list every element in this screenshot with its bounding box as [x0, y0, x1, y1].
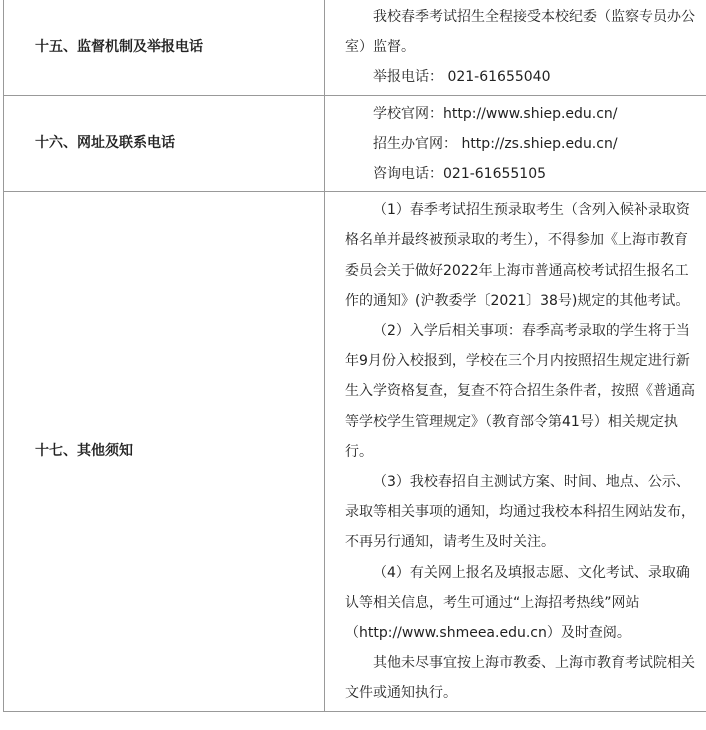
notice-item-4: （4）有关网上报名及填报志愿、文化考试、录取确认等相关信息，考生可通过“上海招考热线”网站（http://www.shmeea.edu.cn）及时查阅。: [345, 564, 690, 642]
notice-item-1: （1）春季考试招生预录取考生（含列入候补录取资格名单并最终被预录取的考生），不得参加《上海市教育委员会关于做好2022年上海市普通高校考试招生报名工作的通知》(沪教委学〔2021〕38号)规定的其他考试。: [345, 202, 690, 309]
notice-item-2: （2）入学后相关事项：春季高考录取的学生将于当年9月份入校报到，学校在三个月内按照招生规定进行新生入学资格复查，复查不符合招生条件者，按照《普通高等学校学生管理规定》（教育部令第41号）相关规定执行。: [345, 323, 695, 460]
admissions-website-text: 招生办官网： http://zs.shiep.edu.cn/: [373, 135, 618, 152]
row-content-cell: [325, 0, 706, 95]
row-content-cell: [325, 95, 706, 192]
supervision-text: 我校春季考试招生全程接受本校纪委（监察专员办公室）监督。: [345, 9, 695, 56]
section-17-label: 十七、其他须知: [35, 443, 133, 460]
row-label-cell: [4, 0, 325, 95]
table-row: [4, 0, 706, 95]
section-15-label: 十五、监督机制及举报电话: [35, 38, 203, 55]
row-label-cell: [4, 95, 325, 192]
school-website-text: 学校官网：http://www.shiep.edu.cn/: [373, 105, 618, 122]
notice-item-3: （3）我校春招自主测试方案、时间、地点、公示、录取等相关事项的通知，均通过我校本科招生网站发布，不再另行通知，请考生及时关注。: [345, 474, 695, 551]
notice-closing: 其他未尽事宜按上海市教委、上海市教育考试院相关文件或通知执行。: [345, 655, 695, 702]
row-content-cell: [325, 192, 706, 711]
table-row: [4, 192, 706, 711]
admission-info-table: [3, 0, 706, 712]
table-row: [4, 95, 706, 192]
section-16-label: 十六、网址及联系电话: [35, 135, 175, 152]
consult-phone-text: 咨询电话：021-61655105: [373, 166, 547, 183]
report-phone-text: 举报电话： 021-61655040: [373, 69, 551, 86]
row-label-cell: [4, 192, 325, 711]
